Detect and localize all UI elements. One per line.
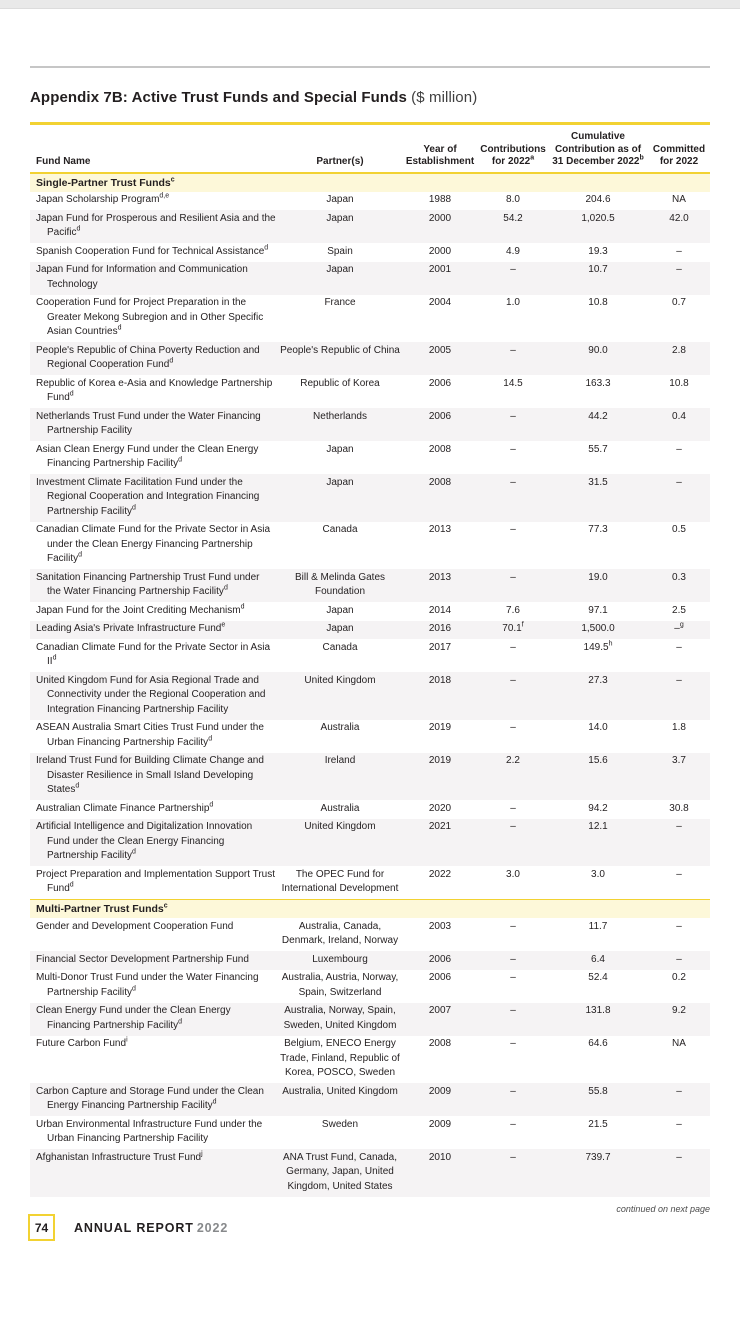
partner-cell: Ireland	[278, 753, 402, 801]
year-cell: 2020	[428, 802, 452, 814]
page-content	[30, 66, 710, 1214]
section-header-label: Multi-Partner Trust Funds$^c$	[30, 900, 710, 919]
partner-cell: Australia	[320, 722, 360, 733]
cumulative-cell: 6.4	[548, 951, 648, 970]
footnote-marker: d	[209, 801, 214, 809]
committed-cell: 0.3	[648, 569, 710, 602]
footnote-marker: d	[223, 584, 228, 592]
committed-cell: 2.5	[672, 604, 686, 616]
year-cell: 2000	[402, 210, 478, 243]
year-cell: 2006	[402, 951, 478, 970]
fund-name-cell: Japan Fund for Prosperous and Resilient Asia and the Pacific$^d$	[30, 210, 278, 243]
fund-name-cell: Multi-Donor Trust Fund under the Water Financing Partnership Facility$^d$	[36, 972, 259, 998]
title-unit-text: ($ million)	[406, 89, 478, 106]
table-row	[30, 1003, 710, 1036]
table-row	[30, 192, 710, 211]
table-row	[30, 602, 710, 621]
cumulative-cell: 97.1	[588, 604, 608, 616]
year-cell: 2013	[402, 569, 478, 602]
contributions-cell: 2.2	[478, 753, 548, 801]
table-row	[30, 569, 710, 602]
year-cell: 1988	[428, 194, 452, 205]
footnote-marker: e	[221, 621, 226, 629]
committed-cell: –	[648, 951, 710, 970]
table-row	[30, 753, 710, 801]
footnote-marker: d	[76, 225, 81, 233]
committed-cell: 42.0	[648, 210, 710, 243]
contributions-cell: –	[478, 1003, 548, 1036]
cumulative-cell: 12.1	[548, 819, 648, 867]
table-row	[30, 866, 710, 900]
col-header-committed: Committed for 2022	[652, 143, 706, 167]
contributions-cell: 70.1$^f$	[478, 621, 548, 640]
partner-cell: France	[324, 297, 356, 308]
table-row	[30, 951, 710, 970]
committed-cell: 30.8	[669, 802, 689, 814]
fund-name-cell: Clean Energy Fund under the Clean Energy Financing Partnership Facility$^d$	[30, 1003, 278, 1036]
fund-name-cell: United Kingdom Fund for Asia Regional Trade and Connectivity under the Regional Cooperation and Integration Financing Partnership Facility	[30, 672, 278, 720]
contributions-cell: –	[478, 408, 548, 441]
footnote-marker: d	[264, 244, 269, 252]
fund-name-cell: Netherlands Trust Fund under the Water Financing Partnership Facility	[30, 408, 278, 441]
fund-name-cell: Australian Climate Finance Partnership$^d$	[36, 801, 214, 814]
committed-cell: –	[648, 474, 710, 522]
screen-top-strip	[0, 0, 740, 9]
year-cell: 2006	[428, 972, 452, 983]
committed-cell: 0.5	[672, 524, 686, 535]
footnote-marker: h	[608, 640, 613, 648]
committed-cell: NA	[672, 1038, 686, 1049]
table-row	[30, 262, 710, 295]
appendix-title-text: Appendix 7B: Active Trust Funds and Special Funds	[30, 89, 407, 106]
fund-name-cell: Japan Fund for the Joint Crediting Mechanism$^d$	[36, 603, 245, 616]
header-rule	[30, 66, 710, 68]
report-title-text: ANNUAL REPORT	[74, 1220, 194, 1235]
contributions-cell: –	[510, 972, 516, 983]
footnote-marker: f	[521, 621, 524, 629]
cumulative-cell: 163.3	[585, 377, 611, 389]
footnote-marker: b	[639, 154, 644, 162]
footnote-marker: d	[208, 735, 213, 743]
contributions-cell: –	[478, 1149, 548, 1197]
col-header-contrib: Contributions for 2022$^a$	[480, 143, 546, 167]
partner-cell: United Kingdom	[278, 672, 402, 720]
footnote-marker: j	[201, 1150, 203, 1158]
contributions-cell: 3.0	[506, 868, 520, 880]
committed-cell: 1.8	[672, 722, 686, 733]
year-cell: 2009	[402, 1083, 478, 1116]
contributions-cell: –	[510, 920, 516, 932]
cumulative-cell: 3.0	[591, 868, 605, 880]
partner-cell: Japan	[278, 262, 402, 295]
table-row	[30, 408, 710, 441]
contributions-cell: –	[510, 1118, 516, 1130]
cumulative-cell: 14.0	[588, 722, 608, 733]
table-row	[30, 621, 710, 640]
year-cell: 2009	[428, 1118, 452, 1130]
fund-name-cell: Canadian Climate Fund for the Private Sector in Asia under the Clean Energy Financing Partnership Facility$^d$	[36, 524, 271, 564]
partner-cell: Japan	[278, 210, 402, 243]
page-number-badge: 74	[28, 1214, 55, 1241]
trust-funds-table	[30, 122, 710, 1197]
cumulative-cell: 52.4	[588, 972, 608, 983]
table-row	[30, 375, 710, 408]
contributions-cell: 7.6	[506, 604, 520, 616]
col-header-year: Year of Establishment	[405, 143, 475, 167]
year-cell: 2007	[402, 1003, 478, 1036]
year-cell: 2008	[428, 1038, 452, 1049]
footnote-marker: d,e	[159, 192, 170, 200]
section-header-row	[30, 900, 710, 919]
cumulative-cell: 11.7	[588, 920, 608, 932]
year-cell: 2006	[402, 408, 478, 441]
table-row	[30, 522, 710, 570]
section-header-row	[30, 173, 710, 192]
footnote-marker: d	[212, 1098, 217, 1106]
page-footer	[28, 1214, 228, 1241]
year-cell: 2006	[428, 377, 452, 389]
table-row	[30, 970, 710, 1003]
contributions-cell: 14.5	[503, 377, 523, 389]
year-cell: 2019	[428, 722, 452, 733]
committed-cell: –	[648, 819, 710, 867]
footnote-marker: d	[69, 881, 74, 889]
committed-cell: –	[676, 443, 682, 455]
cumulative-cell: 55.7	[588, 443, 608, 455]
contributions-cell: –	[510, 802, 516, 814]
year-cell: 2003	[428, 920, 452, 932]
year-cell: 2016	[402, 621, 478, 640]
committed-cell: –	[676, 920, 682, 932]
contributions-cell: –	[478, 569, 548, 602]
table-row	[30, 672, 710, 720]
contributions-cell: –	[510, 524, 516, 535]
contributions-cell: –	[478, 819, 548, 867]
cumulative-cell: 19.3	[588, 245, 608, 257]
partner-cell: The OPEC Fund for International Development	[281, 868, 399, 894]
col-header-cumulative: Cumulative Contribution as of 31 December 2022$^b$	[552, 131, 644, 167]
year-cell: 2021	[402, 819, 478, 867]
committed-cell: –$^g$	[648, 621, 710, 640]
contributions-cell: –	[478, 1083, 548, 1116]
year-cell: 2004	[428, 297, 452, 308]
partner-cell: Japan	[326, 443, 354, 455]
fund-name-cell: Cooperation Fund for Project Preparation in the Greater Mekong Subregion and in Other Specific Asian Countries$^d$	[36, 297, 264, 337]
cumulative-cell: 15.6	[548, 753, 648, 801]
partner-cell: Republic of Korea	[300, 377, 380, 389]
footnote-marker: d	[69, 390, 74, 398]
footnote-marker: d	[132, 504, 136, 512]
fund-name-cell: Sanitation Financing Partnership Trust Fund under the Water Financing Partnership Facility$^d$	[30, 569, 278, 602]
contributions-cell: –	[510, 443, 516, 455]
footnote-marker: d	[132, 985, 136, 993]
year-cell: 2001	[402, 262, 478, 295]
contributions-cell: –	[510, 722, 516, 733]
contributions-cell: –	[478, 342, 548, 375]
footnote-marker: d	[117, 324, 122, 332]
report-year-text: 2022	[196, 1220, 229, 1235]
partner-cell: Canada	[322, 524, 358, 535]
partner-cell: Spain	[327, 245, 353, 257]
year-cell: 2008	[428, 443, 452, 455]
contributions-cell: –	[510, 1038, 516, 1049]
footnote-marker: i	[126, 1036, 128, 1044]
section-header-label: Single-Partner Trust Funds$^c$	[30, 173, 710, 192]
footnote-marker: d	[132, 848, 136, 856]
contributions-cell: –	[510, 641, 516, 653]
fund-name-cell: Investment Climate Facilitation Fund under the Regional Cooperation and Integration Financing Partnership Facility$^d$	[30, 474, 278, 522]
year-cell: 2013	[428, 524, 452, 535]
committed-cell: NA	[672, 194, 686, 205]
fund-name-cell: Urban Environmental Infrastructure Fund under the Urban Financing Partnership Facility	[36, 1118, 263, 1144]
year-cell: 2018	[402, 672, 478, 720]
cumulative-cell: 94.2	[588, 802, 608, 814]
cumulative-cell: 55.8	[548, 1083, 648, 1116]
table-row	[30, 1116, 710, 1149]
contributions-cell: –	[478, 672, 548, 720]
table-row	[30, 1083, 710, 1116]
cumulative-cell: 19.0	[548, 569, 648, 602]
contributions-cell: –	[478, 474, 548, 522]
table-row	[30, 474, 710, 522]
year-cell: 2019	[402, 753, 478, 801]
partner-cell: Netherlands	[278, 408, 402, 441]
partner-cell: Bill & Melinda Gates Foundation	[278, 569, 402, 602]
table-row	[30, 800, 710, 819]
committed-cell: 2.8	[648, 342, 710, 375]
partner-cell: People's Republic of China	[278, 342, 402, 375]
cumulative-cell: 204.6	[585, 194, 611, 205]
cumulative-cell: 44.2	[548, 408, 648, 441]
fund-name-cell: Asian Clean Energy Fund under the Clean Energy Financing Partnership Facility$^d$	[36, 443, 259, 469]
table-header	[30, 124, 710, 173]
committed-cell: –	[676, 868, 682, 880]
contributions-cell: 54.2	[478, 210, 548, 243]
fund-name-cell: Afghanistan Infrastructure Trust Fund$^j$	[30, 1149, 278, 1197]
report-title	[74, 1221, 228, 1235]
committed-cell: 0.7	[672, 297, 686, 308]
continued-note: continued on next page	[616, 1203, 710, 1214]
table-row	[30, 639, 710, 672]
committed-cell: –	[648, 1149, 710, 1197]
partner-cell: ANA Trust Fund, Canada, Germany, Japan, United Kingdom, United States	[278, 1149, 402, 1197]
footnote-marker: c	[163, 902, 168, 910]
contributions-cell: 8.0	[506, 194, 520, 205]
fund-name-cell: Japan Scholarship Program$^{d,e}$	[36, 192, 170, 205]
fund-name-cell: Financial Sector Development Partnership Fund	[30, 951, 278, 970]
partner-cell: Australia, Norway, Spain, Sweden, United Kingdom	[278, 1003, 402, 1036]
fund-name-cell: Republic of Korea e-Asia and Knowledge Partnership Fund$^d$	[36, 377, 273, 403]
partner-cell: Japan	[326, 194, 354, 205]
table-row	[30, 918, 710, 951]
partner-cell: Japan	[278, 474, 402, 522]
col-header-partner: Partner(s)	[316, 156, 364, 167]
partner-cell: Sweden	[321, 1118, 359, 1130]
header-row	[30, 124, 710, 173]
fund-name-cell: Spanish Cooperation Fund for Technical Assistance$^d$	[36, 244, 269, 257]
year-cell: 2010	[402, 1149, 478, 1197]
fund-name-cell: People's Republic of China Poverty Reduction and Regional Cooperation Fund$^d$	[30, 342, 278, 375]
year-cell: 2014	[428, 604, 452, 616]
committed-cell: 9.2	[648, 1003, 710, 1036]
cumulative-cell: 21.5	[588, 1118, 608, 1130]
footnote-marker: d	[75, 782, 80, 790]
year-cell: 2008	[402, 474, 478, 522]
cumulative-cell: 1,500.0	[548, 621, 648, 640]
cumulative-cell: 64.6	[588, 1038, 608, 1049]
partner-cell: Australia, United Kingdom	[278, 1083, 402, 1116]
contributions-cell: 1.0	[506, 297, 520, 308]
year-cell: 2005	[402, 342, 478, 375]
footnote-marker: d	[240, 603, 245, 611]
table-row	[30, 295, 710, 343]
cumulative-cell: 27.3	[548, 672, 648, 720]
footnote-marker: d	[52, 654, 57, 662]
partner-cell: United Kingdom	[278, 819, 402, 867]
fund-name-cell: ASEAN Australia Smart Cities Trust Fund under the Urban Financing Partnership Facility$^d$	[36, 722, 264, 748]
table-row	[30, 1036, 710, 1084]
fund-name-cell: Canadian Climate Fund for the Private Sector in Asia $II^d$	[36, 641, 271, 667]
partner-cell: Japan	[326, 604, 354, 616]
fund-name-cell: Japan Fund for Information and Communication Technology	[30, 262, 278, 295]
cumulative-cell: 90.0	[548, 342, 648, 375]
footnote-marker: d	[169, 357, 174, 365]
cumulative-cell: 149.5$^h$	[583, 640, 613, 653]
contributions-cell: –	[478, 951, 548, 970]
cumulative-cell: 10.8	[588, 297, 608, 308]
committed-cell: 0.4	[648, 408, 710, 441]
page-title	[30, 89, 710, 107]
committed-cell: –	[676, 1118, 682, 1130]
table-row	[30, 1149, 710, 1197]
fund-name-cell: Project Preparation and Implementation Support Trust Fund$^d$	[36, 868, 276, 894]
footnote-marker: c	[170, 176, 175, 183]
table-row	[30, 210, 710, 243]
col-header-name: Fund Name	[36, 156, 91, 167]
fund-name-cell: Future Carbon Fund$^i$	[36, 1036, 128, 1049]
committed-cell: –	[676, 245, 682, 257]
table-body	[30, 173, 710, 1197]
partner-cell: Luxembourg	[278, 951, 402, 970]
cumulative-cell: 131.8	[548, 1003, 648, 1036]
committed-cell: –	[648, 672, 710, 720]
partner-cell: Australia	[320, 802, 360, 814]
year-cell: 2022	[428, 868, 452, 880]
footnote-marker: a	[530, 154, 535, 162]
cumulative-cell: 10.7	[548, 262, 648, 295]
table-row	[30, 819, 710, 867]
footnote-marker: d	[178, 1018, 183, 1026]
partner-cell: Belgium, ENECO Energy Trade, Finland, Republic of Korea, POSCO, Sweden	[280, 1038, 400, 1078]
footnote-marker: d	[78, 551, 83, 559]
committed-cell: 10.8	[669, 377, 689, 389]
table-row	[30, 441, 710, 474]
committed-cell: –	[648, 1083, 710, 1116]
partner-cell: Australia, Canada, Denmark, Ireland, Norway	[281, 920, 399, 946]
committed-cell: 0.2	[672, 972, 686, 983]
footnote-marker: g	[679, 621, 684, 629]
footnote-marker: d	[178, 456, 183, 464]
committed-cell: –	[676, 641, 682, 653]
committed-cell: 3.7	[648, 753, 710, 801]
year-cell: 2017	[428, 641, 452, 653]
year-cell: 2000	[428, 245, 452, 257]
cumulative-cell: 31.5	[548, 474, 648, 522]
committed-cell: –	[648, 262, 710, 295]
partner-cell: Japan	[278, 621, 402, 640]
fund-name-cell: Ireland Trust Fund for Building Climate Change and Disaster Resilience in Small Island Developing States$^d$	[30, 753, 278, 801]
cumulative-cell: 1,020.5	[548, 210, 648, 243]
table-row	[30, 720, 710, 753]
cumulative-cell: 77.3	[588, 524, 608, 535]
fund-name-cell: Carbon Capture and Storage Fund under the Clean Energy Financing Partnership Facility$^d$	[30, 1083, 278, 1116]
table-row	[30, 342, 710, 375]
fund-name-cell: Leading Asia's Private Infrastructure Fund$^e$	[30, 621, 278, 640]
partner-cell: Australia, Austria, Norway, Spain, Switzerland	[281, 972, 399, 998]
table-row	[30, 243, 710, 262]
contributions-cell: 4.9	[506, 245, 520, 257]
partner-cell: Canada	[322, 641, 358, 653]
cumulative-cell: 739.7	[548, 1149, 648, 1197]
fund-name-cell: Gender and Development Cooperation Fund	[36, 920, 234, 932]
contributions-cell: –	[478, 262, 548, 295]
fund-name-cell: Artificial Intelligence and Digitalization Innovation Fund under the Clean Energy Financing Partnership Facility$^d$	[30, 819, 278, 867]
